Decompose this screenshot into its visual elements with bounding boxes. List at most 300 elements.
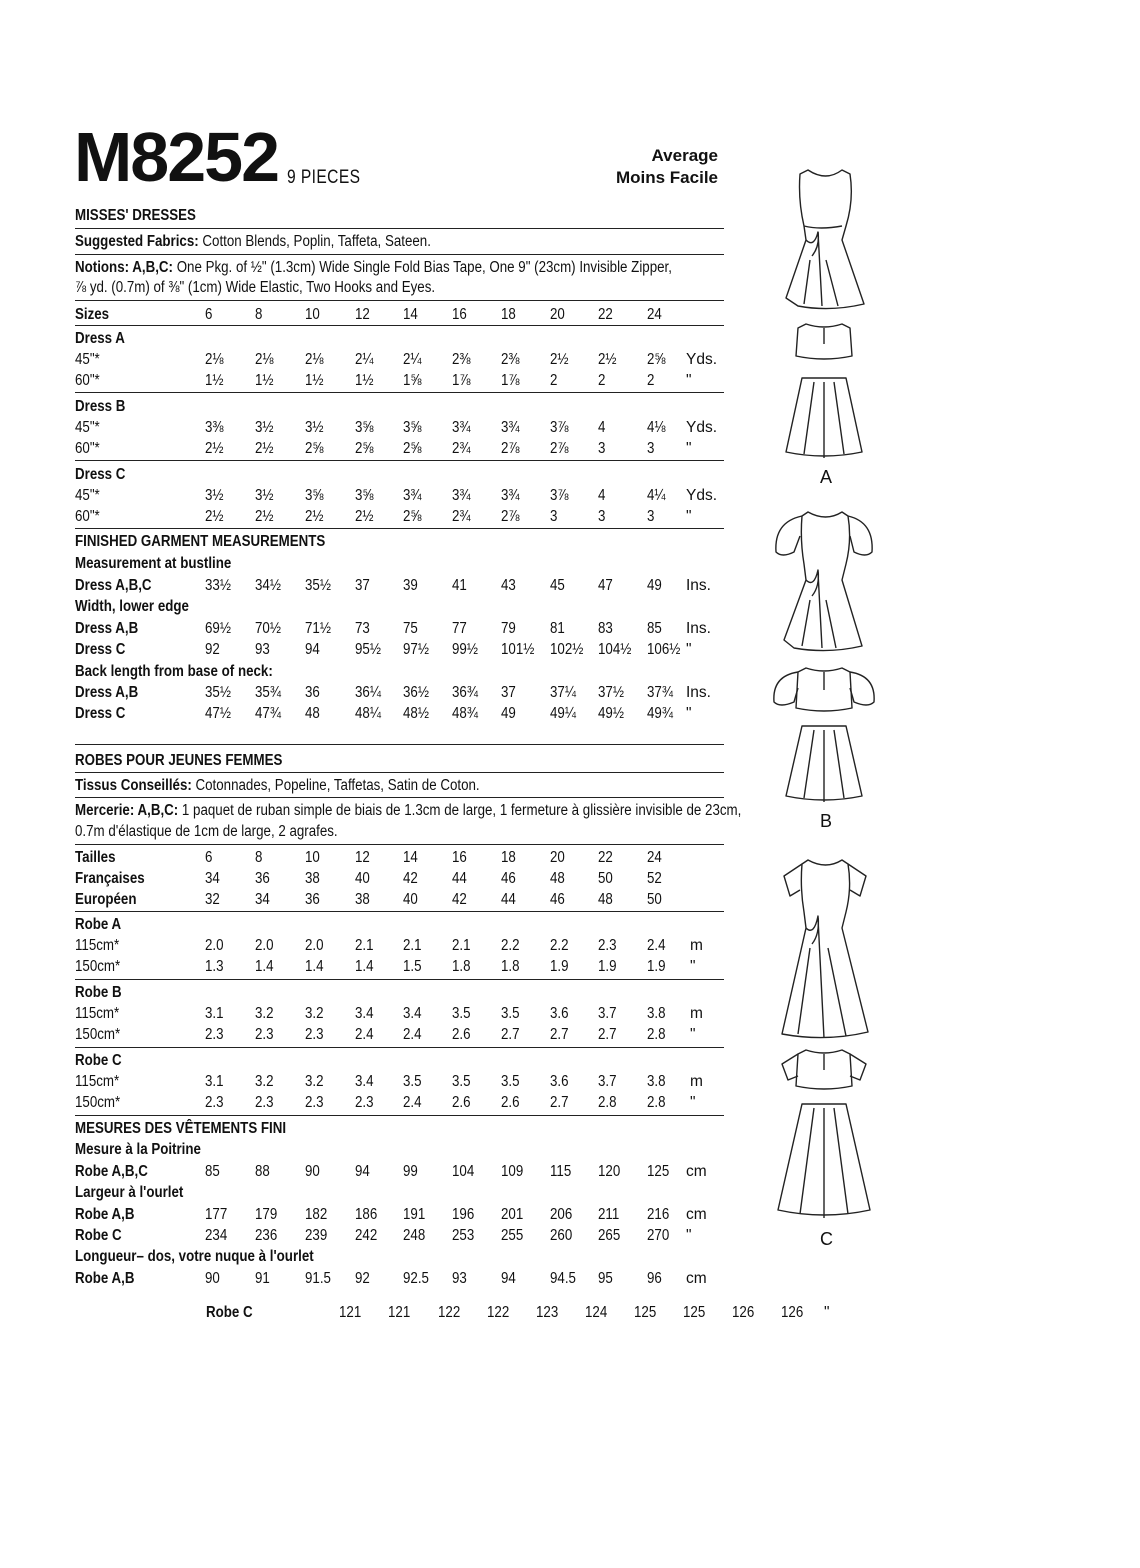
table-cell: 3 (647, 508, 655, 525)
table-cell: 3 (598, 508, 606, 525)
unit-label: cm (686, 1270, 707, 1287)
subsection-title: Back length from base of neck: (75, 663, 273, 680)
technical-drawings (760, 160, 880, 1260)
divider (75, 254, 724, 255)
unit-label: " (690, 1094, 696, 1111)
table-cell: 10 (305, 849, 320, 866)
table-cell: 3⅝ (305, 487, 324, 504)
divider (75, 325, 724, 326)
size-header: 12 (355, 306, 370, 323)
table-cell: 4¼ (647, 487, 666, 504)
unit-label: cm (686, 1163, 707, 1180)
view-name: Dress B (75, 398, 126, 415)
en-fabrics-label: Suggested Fabrics: (75, 233, 199, 250)
table-cell: 33½ (205, 577, 231, 594)
table-cell: 2.3 (205, 1026, 224, 1043)
table-cell: 2⅝ (647, 351, 666, 368)
table-cell: 2 (550, 372, 558, 389)
table-cell: 2.0 (205, 937, 224, 954)
table-cell: 211 (598, 1206, 620, 1223)
table-cell: 50 (598, 870, 613, 887)
table-cell: 101½ (501, 641, 535, 658)
unit-label: Ins. (686, 684, 711, 701)
table-cell: 2⅜ (452, 351, 471, 368)
table-cell: 6 (205, 849, 213, 866)
en-notions-line1: One Pkg. of ½" (1.3cm) Wide Single Fold Bias Tape, One 9" (23cm) Invisible Zipper, (172, 259, 672, 276)
divider (75, 392, 724, 393)
size-header: 8 (255, 306, 263, 323)
table-cell: 2.7 (550, 1094, 569, 1111)
table-cell: 2.2 (550, 937, 569, 954)
divider (75, 300, 724, 301)
table-cell: 35¾ (255, 684, 281, 701)
table-cell: 38 (355, 891, 370, 908)
table-cell: 122 (438, 1304, 461, 1321)
fr-title: ROBES POUR JEUNES FEMMES (75, 752, 283, 769)
table-cell: 2½ (205, 508, 224, 525)
table-cell: 2.3 (255, 1026, 274, 1043)
view-label-a: A (820, 467, 833, 487)
en-notions-2: ⅞ yd. (0.7m) of ⅜" (1cm) Wide Elastic, Two Hooks and Eyes. (75, 279, 436, 296)
table-cell: 1.5 (403, 958, 422, 975)
unit-label: " (824, 1304, 830, 1321)
size-header: 20 (550, 306, 565, 323)
table-cell: 2⅛ (305, 351, 324, 368)
table-cell: 260 (550, 1227, 573, 1244)
table-cell: 2.7 (550, 1026, 569, 1043)
table-cell: 2⅛ (255, 351, 274, 368)
table-cell: 122 (487, 1304, 510, 1321)
table-cell: 3⅜ (205, 419, 224, 436)
table-cell: 126 (732, 1304, 755, 1321)
table-cell: 90 (305, 1163, 320, 1180)
subsection-title: Width, lower edge (75, 598, 189, 615)
table-cell: 41 (452, 577, 467, 594)
table-cell: 120 (598, 1163, 621, 1180)
divider (75, 844, 724, 845)
table-cell: 109 (501, 1163, 524, 1180)
table-cell: 2.3 (598, 937, 617, 954)
en-fabrics (75, 233, 643, 251)
table-cell: 206 (550, 1206, 573, 1223)
table-cell: 2.3 (205, 1094, 224, 1111)
table-cell: 115 (550, 1163, 572, 1180)
en-fabrics-text: Cotton Blends, Poplin, Taffeta, Sateen. (198, 233, 431, 250)
table-cell: 12 (355, 849, 370, 866)
table-cell: 94 (305, 641, 320, 658)
table-cell: 2⅜ (501, 351, 520, 368)
table-cell: 83 (598, 620, 613, 637)
table-cell: 253 (452, 1227, 475, 1244)
table-cell: 3.2 (305, 1073, 324, 1090)
row-label: 45"* (75, 487, 100, 504)
table-cell: 3¾ (501, 419, 520, 436)
table-cell: 2⅞ (501, 508, 520, 525)
table-cell: 2½ (205, 440, 224, 457)
unit-label: " (686, 508, 692, 525)
table-cell: 70½ (255, 620, 281, 637)
table-cell: 49¾ (647, 705, 673, 722)
table-cell: 1.8 (501, 958, 520, 975)
table-cell: 35½ (305, 577, 331, 594)
table-cell: 236 (255, 1227, 278, 1244)
row-label: Européen (75, 891, 137, 908)
table-cell: 1⅞ (452, 372, 471, 389)
table-cell: 16 (452, 849, 467, 866)
divider (75, 460, 724, 461)
table-cell: 2½ (355, 508, 374, 525)
table-cell: 75 (403, 620, 418, 637)
dress-b-drawing (776, 512, 872, 651)
table-cell: 4⅛ (647, 419, 666, 436)
table-cell: 42 (452, 891, 467, 908)
table-cell: 48½ (403, 705, 429, 722)
table-cell: 8 (255, 849, 263, 866)
table-cell: 102½ (550, 641, 584, 658)
table-cell: 2¾ (452, 508, 471, 525)
table-cell: 52 (647, 870, 662, 887)
table-cell: 37¾ (647, 684, 673, 701)
table-cell: 2⅞ (501, 440, 520, 457)
table-cell: 1½ (255, 372, 274, 389)
table-cell: 2⅝ (305, 440, 324, 457)
dress-a-drawing (786, 170, 864, 309)
table-cell: 239 (305, 1227, 328, 1244)
table-cell: 3⅞ (550, 487, 569, 504)
table-cell: 3.8 (647, 1005, 666, 1022)
row-label: 60"* (75, 508, 100, 525)
table-cell: 124 (585, 1304, 608, 1321)
difficulty-fr: Moins Facile (615, 168, 718, 187)
row-label: 115cm* (75, 1073, 120, 1090)
table-cell: 46 (550, 891, 565, 908)
table-cell: 3.8 (647, 1073, 666, 1090)
table-cell: 2.3 (355, 1094, 374, 1111)
divider (75, 744, 724, 745)
table-cell: 3.2 (255, 1005, 274, 1022)
row-label: Robe A,B (75, 1270, 135, 1287)
table-cell: 2.2 (501, 937, 520, 954)
table-cell: 2.1 (452, 937, 471, 954)
unit-label: Yds. (686, 419, 718, 436)
table-cell: 104 (452, 1163, 475, 1180)
table-cell: 3.2 (305, 1005, 324, 1022)
table-cell: 104½ (598, 641, 632, 658)
table-cell: 1.9 (550, 958, 569, 975)
unit-label: Yds. (686, 351, 718, 368)
table-cell: 1½ (355, 372, 374, 389)
table-cell: 99½ (452, 641, 478, 658)
table-cell: 37 (501, 684, 516, 701)
table-cell: 3.5 (452, 1005, 471, 1022)
size-header: 18 (501, 306, 516, 323)
table-cell: 1.4 (255, 958, 274, 975)
table-cell: 2⅛ (205, 351, 224, 368)
piece-count: 9 PIECES (287, 167, 361, 188)
table-cell: 2.1 (355, 937, 374, 954)
fr-fabrics (75, 777, 643, 795)
unit-label: m (690, 1073, 703, 1090)
table-cell: 91.5 (305, 1270, 331, 1287)
table-cell: 196 (452, 1206, 475, 1223)
table-cell: 2.1 (403, 937, 422, 954)
table-cell: 24 (647, 849, 662, 866)
table-cell: 88 (255, 1163, 270, 1180)
row-label: Dress A,B,C (75, 577, 152, 594)
en-notions (75, 259, 672, 277)
table-cell: 3.6 (550, 1005, 569, 1022)
table-cell: 2⅝ (403, 508, 422, 525)
table-cell: 121 (339, 1304, 362, 1321)
row-label: Robe A,B (75, 1206, 135, 1223)
unit-label: Yds. (686, 487, 718, 504)
table-cell: 3.5 (403, 1073, 422, 1090)
table-cell: 2.6 (452, 1094, 471, 1111)
row-label: 115cm* (75, 1005, 120, 1022)
view-name: Robe A (75, 916, 122, 933)
table-cell: 2.4 (355, 1026, 374, 1043)
table-cell: 2.3 (305, 1026, 324, 1043)
unit-label: " (690, 958, 696, 975)
table-cell: 106½ (647, 641, 681, 658)
table-cell: 3¾ (452, 487, 471, 504)
table-cell: 44 (452, 870, 467, 887)
row-label: 60"* (75, 440, 100, 457)
divider (75, 228, 724, 229)
table-cell: 48 (305, 705, 320, 722)
fr-notions-2: 0.7m d'élastique de 1cm de large, 2 agrafes. (75, 823, 338, 840)
table-cell: 123 (536, 1304, 559, 1321)
table-cell: 2½ (255, 508, 274, 525)
table-cell: 3.1 (205, 1005, 224, 1022)
table-cell: 3.4 (355, 1073, 374, 1090)
table-cell: 94 (355, 1163, 370, 1180)
table-cell: 36½ (403, 684, 429, 701)
table-cell: 2.4 (403, 1026, 422, 1043)
table-cell: 3⅝ (355, 419, 374, 436)
row-label: Robe C (206, 1304, 253, 1321)
table-cell: 37½ (598, 684, 624, 701)
table-cell: 93 (255, 641, 270, 658)
dress-c-skirt-drawing (778, 1104, 870, 1218)
table-cell: 234 (205, 1227, 228, 1244)
table-cell: 2½ (255, 440, 274, 457)
table-cell: 2.3 (255, 1094, 274, 1111)
difficulty (616, 145, 718, 189)
table-cell: 2.7 (501, 1026, 520, 1043)
row-label: 45"* (75, 419, 100, 436)
table-cell: 95 (598, 1270, 613, 1287)
subsection-title: Largeur à l'ourlet (75, 1184, 184, 1201)
table-cell: 77 (452, 620, 467, 637)
table-cell: 48¾ (452, 705, 478, 722)
table-cell: 49 (647, 577, 662, 594)
table-cell: 177 (205, 1206, 228, 1223)
table-cell: 2 (598, 372, 606, 389)
table-cell: 2¾ (452, 440, 471, 457)
table-cell: 37¼ (550, 684, 576, 701)
table-cell: 1.9 (598, 958, 617, 975)
table-cell: 201 (501, 1206, 524, 1223)
table-cell: 94 (501, 1270, 516, 1287)
size-header: 22 (598, 306, 613, 323)
table-cell: 45 (550, 577, 565, 594)
pattern-number: M8252 (74, 118, 279, 196)
table-cell: 69½ (205, 620, 231, 637)
table-cell: 47½ (205, 705, 231, 722)
table-cell: 39 (403, 577, 418, 594)
table-cell: 3¾ (452, 419, 471, 436)
divider (75, 772, 724, 773)
table-cell: 3½ (255, 487, 274, 504)
table-cell: 81 (550, 620, 565, 637)
en-notions-label: Notions: A,B,C: (75, 259, 173, 276)
table-cell: 1⅝ (403, 372, 422, 389)
en-title: MISSES' DRESSES (75, 207, 196, 224)
row-label: 150cm* (75, 1026, 121, 1043)
table-cell: 1.9 (647, 958, 666, 975)
row-label: 150cm* (75, 1094, 121, 1111)
table-cell: 47¾ (255, 705, 281, 722)
table-cell: 18 (501, 849, 516, 866)
table-cell: 34 (255, 891, 270, 908)
row-label: 45"* (75, 351, 100, 368)
section-title: MESURES DES VÊTEMENTS FINI (75, 1120, 287, 1137)
row-label: Robe A,B,C (75, 1163, 148, 1180)
table-cell: 1½ (205, 372, 224, 389)
row-label: Dress C (75, 705, 126, 722)
table-cell: 2½ (305, 508, 324, 525)
table-cell: 1½ (305, 372, 324, 389)
dress-c-top-drawing (782, 1050, 866, 1089)
table-cell: 1.4 (305, 958, 324, 975)
table-cell: 2.6 (501, 1094, 520, 1111)
table-cell: 3⅞ (550, 419, 569, 436)
table-cell: 92.5 (403, 1270, 429, 1287)
unit-label: " (686, 641, 692, 658)
table-cell: 71½ (305, 620, 331, 637)
view-name: Robe C (75, 1052, 122, 1069)
table-cell: 91 (255, 1270, 270, 1287)
table-cell: 93 (452, 1270, 467, 1287)
table-cell: 42 (403, 870, 418, 887)
table-cell: 92 (355, 1270, 370, 1287)
table-cell: 3½ (205, 487, 224, 504)
table-cell: 34 (205, 870, 220, 887)
view-label-c: C (820, 1229, 833, 1249)
row-label: 60"* (75, 372, 100, 389)
size-header: 10 (305, 306, 320, 323)
unit-label: m (690, 1005, 703, 1022)
table-cell: 36¼ (355, 684, 381, 701)
row-label: Robe C (75, 1227, 122, 1244)
divider (75, 528, 724, 529)
table-cell: 3.7 (598, 1005, 617, 1022)
table-cell: 4 (598, 419, 606, 436)
table-cell: 2¼ (403, 351, 422, 368)
table-cell: 3 (598, 440, 606, 457)
divider (75, 797, 724, 798)
subsection-title: Mesure à la Poitrine (75, 1141, 201, 1158)
table-cell: 3.6 (550, 1073, 569, 1090)
fr-notions-label: Mercerie: A,B,C: (75, 802, 179, 819)
table-cell: 2.6 (452, 1026, 471, 1043)
table-cell: 73 (355, 620, 370, 637)
row-label: 115cm* (75, 937, 120, 954)
table-cell: 121 (388, 1304, 411, 1321)
divider (75, 911, 724, 912)
divider (75, 1115, 724, 1116)
table-cell: 40 (403, 891, 418, 908)
table-cell: 3.4 (355, 1005, 374, 1022)
table-cell: 179 (255, 1206, 278, 1223)
table-cell: 36 (305, 684, 320, 701)
table-cell: 270 (647, 1227, 670, 1244)
table-cell: 4 (598, 487, 606, 504)
table-cell: 248 (403, 1227, 426, 1244)
table-cell: 1.4 (355, 958, 374, 975)
divider (75, 1047, 724, 1048)
row-label: Tailles (75, 849, 116, 866)
table-cell: 2.8 (647, 1094, 666, 1111)
table-cell: 36 (305, 891, 320, 908)
row-label: Dress A,B (75, 684, 139, 701)
table-cell: 36¾ (452, 684, 478, 701)
table-cell: 2⅞ (550, 440, 569, 457)
view-name: Dress C (75, 466, 126, 483)
table-cell: 2½ (550, 351, 569, 368)
table-cell: 255 (501, 1227, 524, 1244)
table-cell: 99 (403, 1163, 418, 1180)
table-cell: 265 (598, 1227, 621, 1244)
table-cell: 14 (403, 849, 418, 866)
unit-label: " (686, 705, 692, 722)
row-label: Françaises (75, 870, 145, 887)
table-cell: 3.5 (501, 1005, 520, 1022)
row-label: Dress C (75, 641, 126, 658)
view-name: Dress A (75, 330, 125, 347)
table-cell: 48 (598, 891, 613, 908)
table-cell: 3.4 (403, 1005, 422, 1022)
table-cell: 94.5 (550, 1270, 576, 1287)
dress-a-top-drawing (796, 324, 852, 359)
table-cell: 36 (255, 870, 270, 887)
table-cell: 97½ (403, 641, 429, 658)
table-cell: 48 (550, 870, 565, 887)
table-cell: 2⅝ (403, 440, 422, 457)
table-cell: 1.8 (452, 958, 471, 975)
table-cell: 3.5 (452, 1073, 471, 1090)
table-cell: 2½ (598, 351, 617, 368)
sizes-label: Sizes (75, 306, 110, 323)
table-cell: 2 (647, 372, 655, 389)
table-cell: 44 (501, 891, 516, 908)
table-cell: 2.4 (647, 937, 666, 954)
table-cell: 32 (205, 891, 220, 908)
table-cell: 20 (550, 849, 565, 866)
table-cell: 3 (647, 440, 655, 457)
table-cell: 2.0 (305, 937, 324, 954)
view-label-b: B (820, 811, 833, 831)
table-cell: 242 (355, 1227, 378, 1244)
subsection-title: Measurement at bustline (75, 555, 232, 572)
table-cell: 95½ (355, 641, 381, 658)
table-cell: 40 (355, 870, 370, 887)
table-cell: 1.3 (205, 958, 224, 975)
unit-label: cm (686, 1206, 707, 1223)
fr-fabrics-text: Cotonnades, Popeline, Taffetas, Satin de Coton. (191, 777, 480, 794)
table-cell: 85 (647, 620, 662, 637)
